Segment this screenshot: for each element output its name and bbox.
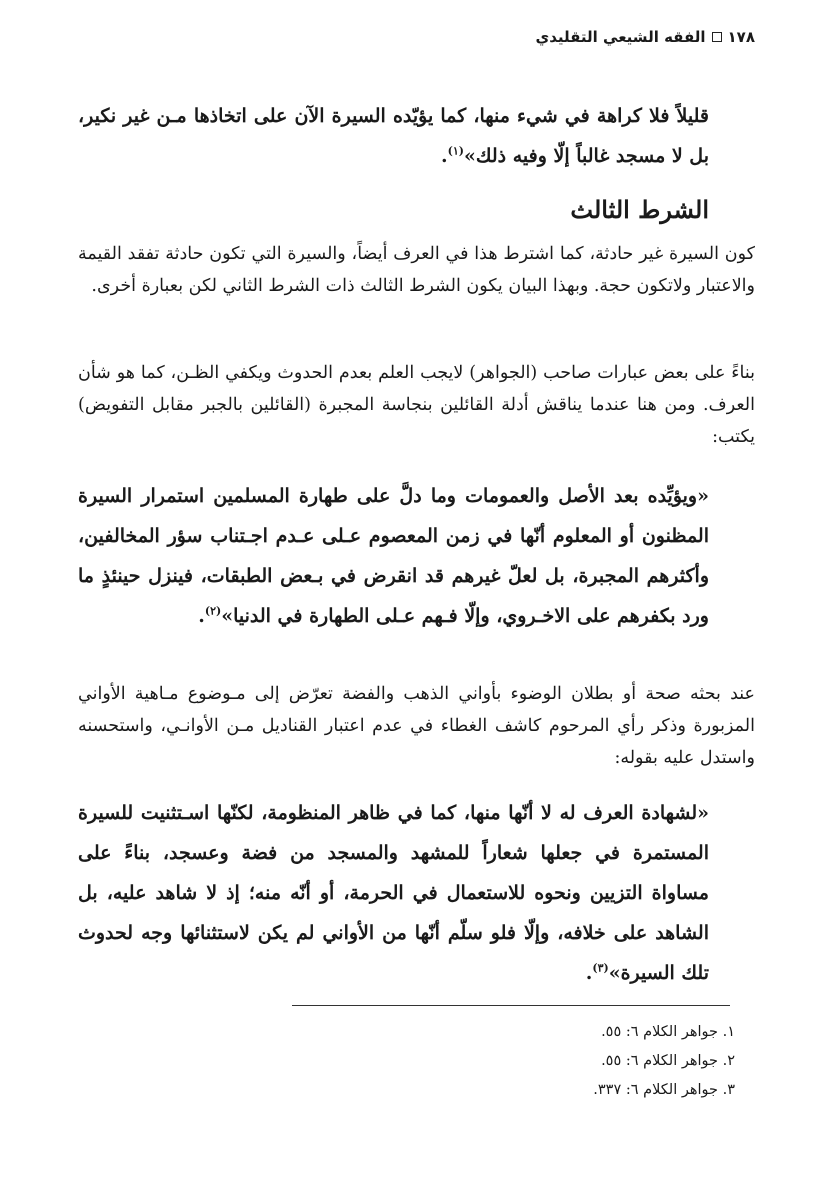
footnote-ref-3: (٣)	[592, 961, 609, 975]
square-ornament-icon	[712, 32, 722, 42]
paragraph-1: كون السيرة غير حادثة، كما اشترط هذا في العرف أيضاً، والسيرة التي تكون حادثة تفقد القيمة والاعتبار ولاتكون حجة. وبهذا البيان يكون الشرط الثالث ذات الشرط الثاني لكن بعبارة أخرى.	[78, 244, 755, 296]
footnote-divider	[292, 1005, 730, 1006]
footnote-3: ٣. جواهر الكلام ٦: ٣٣٧.	[593, 1082, 735, 1098]
paragraph-2: بناءً على بعض عبارات صاحب (الجواهر) لايجب العلم بعدم الحدوث ويكفي الظـن، كما هو شأن العرف. ومن هنا عندما يناقش أدلة القائلين بنجاسة المجبرة (القائلين بالجبر مقابل التفويض) يكتب:	[78, 363, 755, 447]
quote-block-2	[78, 476, 709, 636]
quote-block-3	[78, 793, 709, 993]
section-heading: الشرط الثالث	[570, 195, 709, 224]
quote-1-text: قليلاً فلا كراهة في شيء منها، كما يؤيّده السيرة الآن على اتخاذها مـن غير نكير، بل لا مسجد غالباً إلّا وفيه ذلك»	[78, 105, 709, 167]
quote-block-1	[78, 96, 709, 176]
footnote-ref-1: (١)	[447, 144, 464, 158]
quote-2-text: «ويؤيِّده بعد الأصل والعمومات وما دلَّ على طهارة المسلمين استمرار السيرة المظنون أو المعلوم أنّها في زمن المعصوم عـلى عـدم اجـتناب سؤر المخالفين، وأكثرهم المجبرة، بل لعلّ غيرهم قد انقرض في بـعض الطبقات، فينزل حينئذٍ ما ورد بكفرهم على الاخـروي، وإلّا فـهم عـلى الطهارة في الدنيا»	[78, 485, 709, 627]
quote-3-text: «لشهادة العرف له لا أنّها منها، كما في ظاهر المنظومة، لكنّها اسـتثنيت للسيرة المستمرة في جعلها شعاراً للمشهد والمسجد من فضة وعسجد، بناءً على مساواة التزيين ونحوه للاستعمال في الحرمة، أو أنّه منه؛ إذ لا شاهد عليه، بل الشاهد على خلافه، وإلّا فلو سلّم أنّها من الأواني لم يكن لاستثنائها وجه لحدوث تلك السيرة»	[78, 802, 709, 984]
running-title: الفقه الشيعي التقليدي	[535, 28, 706, 46]
quote-1-end: .	[440, 145, 448, 167]
running-header	[535, 28, 755, 46]
footnote-1: ١. جواهر الكلام ٦: ٥٥.	[601, 1024, 735, 1040]
footnote-2: ٢. جواهر الكلام ٦: ٥٥.	[601, 1053, 735, 1069]
footnote-ref-2: (٢)	[204, 604, 222, 618]
page-number: ١٧٨	[727, 28, 755, 46]
footnotes	[593, 1018, 735, 1105]
paragraph-3: عند بحثه صحة أو بطلان الوضوء بأواني الذهب والفضة تعرّض إلى مـوضوع مـاهية الأواني المزبورة وذكر رأي المرحوم كاشف الغطاء في عدم اعتبار القناديل مـن الأوانـي، واستحسنه واستدل عليه بقوله:	[78, 684, 755, 768]
quote-3-end: .	[585, 962, 593, 984]
quote-2-end: .	[198, 605, 205, 627]
